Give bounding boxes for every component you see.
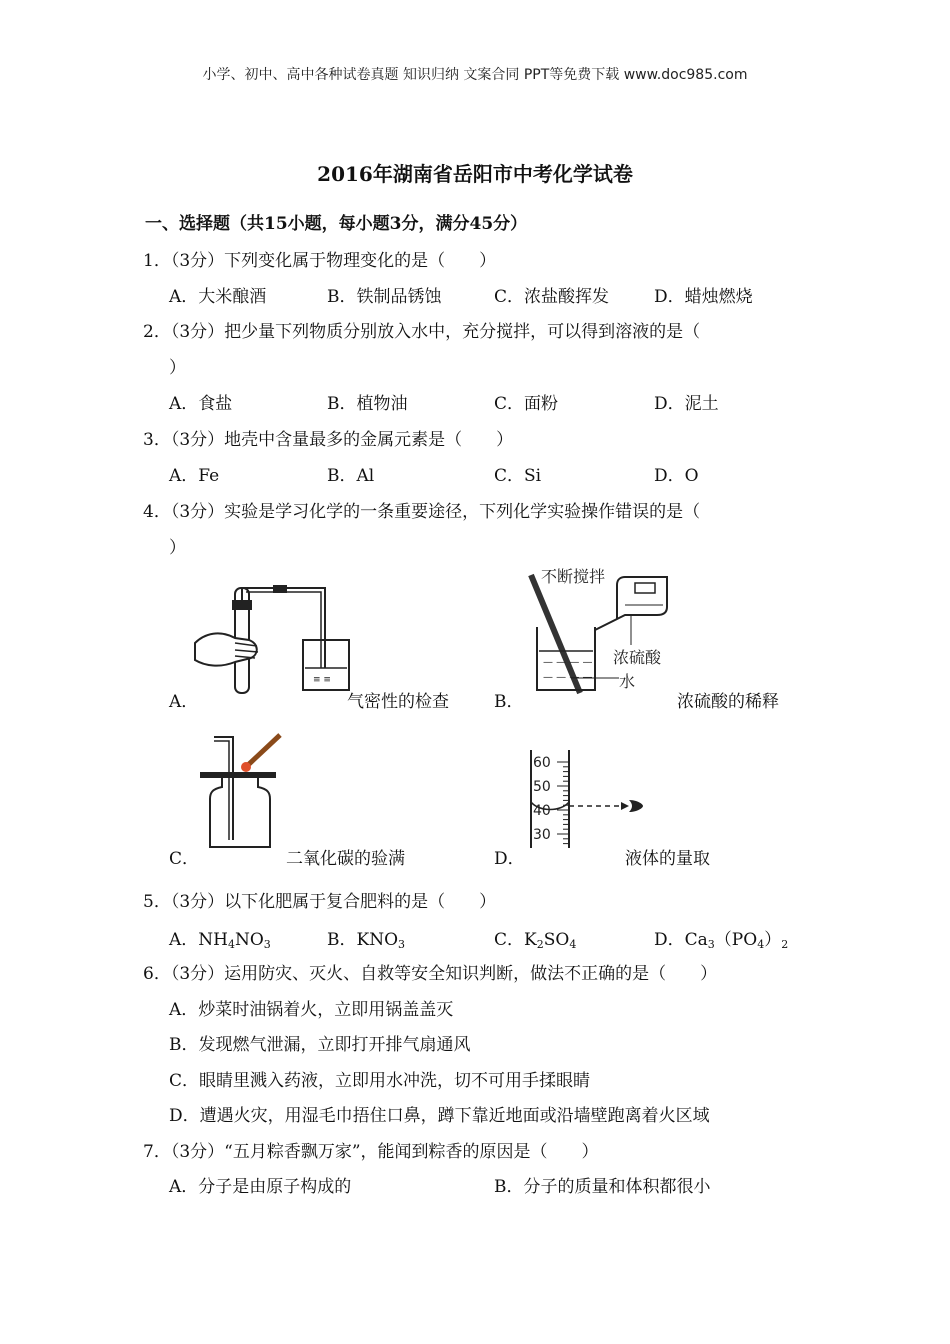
question-5-option-c: C．$K_2SO_4$ <box>494 930 577 951</box>
question-4-stem-cont: ） <box>169 538 186 558</box>
question-1-option-b: B．铁制品锈蚀 <box>327 287 442 307</box>
question-5-stem: 5．（3分）以下化肥属于复合肥料的是（ ） <box>143 892 497 912</box>
question-6-option-b: B．发现燃气泄漏，立即打开排气扇通风 <box>169 1035 471 1055</box>
question-4-option-a-caption: 气密性的检查 <box>347 692 449 712</box>
question-4-option-b-caption: 浓硫酸的稀释 <box>677 692 779 712</box>
question-7-stem: 7．（3分）“五月粽香飘万家”，能闻到粽香的原因是（ ） <box>143 1142 599 1162</box>
question-3-stem: 3．（3分）地壳中含量最多的金属元素是（ ） <box>143 430 514 450</box>
figure-acid-dilution <box>525 565 685 695</box>
question-4-stem: 4．（3分）实验是学习化学的一条重要途径，下列化学实验操作错误的是（ <box>143 502 701 522</box>
question-1-option-d: D．蜡烛燃烧 <box>654 287 753 307</box>
question-2-option-c: C．面粉 <box>494 394 559 414</box>
label-water: 水 <box>619 672 636 691</box>
svg-text:— — — —: — — — — <box>543 657 593 668</box>
question-2-stem: 2．（3分）把少量下列物质分别放入水中，充分搅拌，可以得到溶液的是（ <box>143 322 701 342</box>
cylinder-tick-label: 60 <box>533 755 551 771</box>
figure-airtightness-check <box>195 588 355 698</box>
question-3-option-a: A．Fe <box>169 466 220 486</box>
question-5-option-b: B．$KNO_3$ <box>327 930 406 951</box>
question-1-stem: 1．（3分）下列变化属于物理变化的是（ ） <box>143 251 497 271</box>
question-1-option-a: A．大米酿酒 <box>169 287 267 307</box>
question-5-option-a: A．$NH_4NO_3$ <box>169 930 271 951</box>
label-acid: 浓硫酸 <box>613 648 662 667</box>
question-6-option-d: D．遭遇火灾，用湿毛巾捂住口鼻，蹲下靠近地面或沿墙壁跑离着火区域 <box>169 1106 710 1126</box>
question-2-option-d: D．泥土 <box>654 394 719 414</box>
question-4-option-d-caption: 液体的量取 <box>625 849 710 869</box>
exam-title: 2016年湖南省岳阳市中考化学试卷 <box>317 162 633 186</box>
svg-text:— — — —: — — — — <box>543 672 593 683</box>
page-header: 小学、初中、高中各种试卷真题 知识归纳 文案合同 PPT等免费下载 www.doc985.com <box>202 67 748 83</box>
question-4-option-c-letter: C． <box>169 849 200 869</box>
cylinder-tick-label: 50 <box>533 779 551 795</box>
figure-graduated-cylinder <box>525 750 655 850</box>
question-2-option-a: A．食盐 <box>169 394 233 414</box>
question-4-option-d-letter: D． <box>494 849 525 869</box>
question-7-option-a: A．分子是由原子构成的 <box>169 1177 352 1197</box>
question-1-option-c: C．浓盐酸挥发 <box>494 287 610 307</box>
section-heading: 一、选择题（共15小题，每小题3分，满分45分） <box>145 214 528 234</box>
question-3-option-d: D．O <box>654 466 699 486</box>
question-4-option-a-letter: A． <box>169 692 199 712</box>
question-6-option-c: C．眼睛里溅入药液，立即用水冲洗，切不可用手揉眼睛 <box>169 1071 591 1091</box>
cylinder-tick-label: 30 <box>533 827 551 843</box>
question-7-option-b: B．分子的质量和体积都很小 <box>494 1177 711 1197</box>
question-3-option-b: B．Al <box>327 466 375 486</box>
question-6-stem: 6．（3分）运用防灾、灭火、自救等安全知识判断，做法不正确的是（ ） <box>143 964 718 984</box>
label-stir: 不断搅拌 <box>541 567 606 586</box>
question-5-option-d: D．$Ca_3(PO_4)_2$ <box>654 930 789 951</box>
cylinder-tick-label: 40 <box>533 803 551 819</box>
question-6-option-a: A．炒菜时油锅着火，立即用锅盖盖灭 <box>169 1000 454 1020</box>
question-2-option-b: B．植物油 <box>327 394 408 414</box>
figure-co2-test <box>200 735 290 850</box>
question-2-stem-cont: ） <box>169 358 186 378</box>
svg-text:≡ ≡: ≡ ≡ <box>313 675 331 685</box>
question-4-option-b-letter: B． <box>494 692 524 712</box>
question-4-option-c-caption: 二氧化碳的验满 <box>286 849 405 869</box>
question-3-option-c: C．Si <box>494 466 542 486</box>
